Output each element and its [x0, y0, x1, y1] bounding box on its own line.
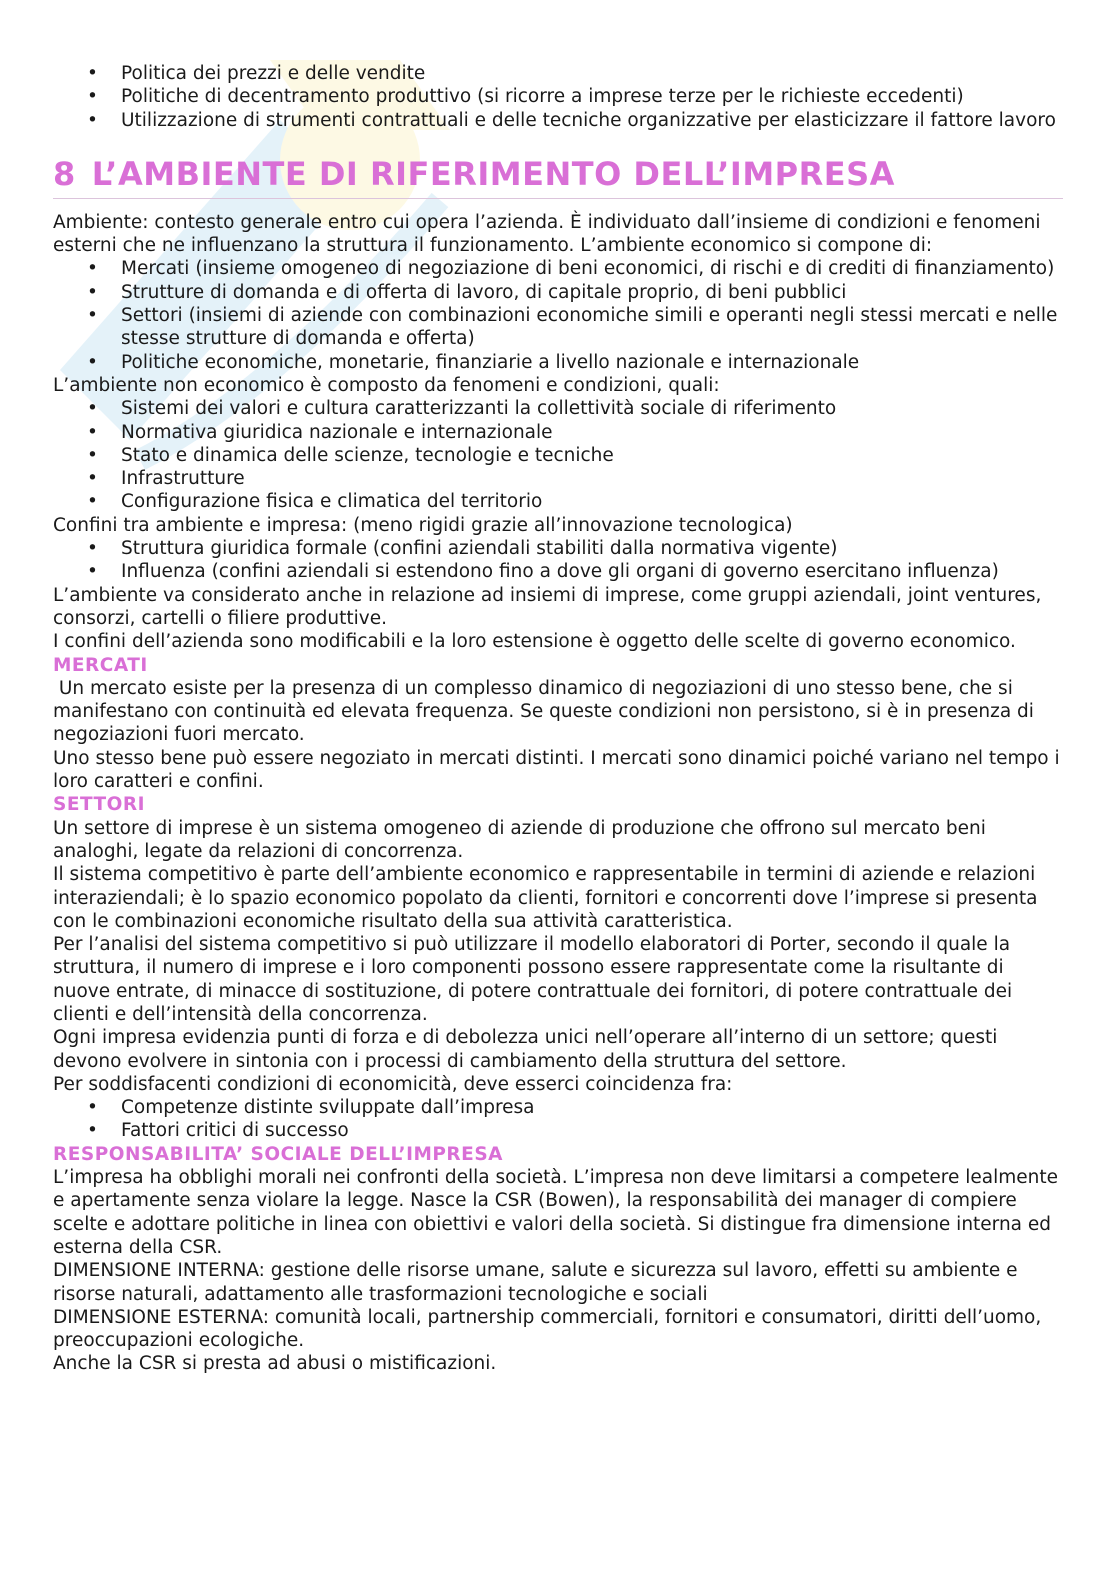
list-item: • Politiche di decentramento produttivo (si ricorre a imprese terze per le richieste eccedenti)	[53, 85, 1063, 108]
subheading-settori: SETTORI	[53, 794, 145, 816]
paragraph: L’impresa ha obblighi morali nei confronti della società. L’impresa non deve limitarsi a competere lealmente e apertamente senza violare la legge. Nasce la CSR (Bowen), la responsabilità dei manager di compiere scelte e adottare politiche in linea con obiettivi e valori della società. Si distingue fra dimensione interna ed esterna della CSR.	[53, 1167, 1059, 1258]
ambiente-economico-list	[53, 257, 1063, 373]
document-page	[53, 62, 1063, 1376]
list-item: • Utilizzazione di strumenti contrattuali e delle tecniche organizzative per elasticizzare il fattore lavoro	[53, 109, 1063, 132]
ambiente-intro: Ambiente: contesto generale entro cui opera l’azienda. È individuato dall’insieme di condizioni e fenomeni esterni che ne influenzano la struttura il funzionamento. L’ambiente economico si compone di:	[53, 211, 1041, 257]
list-item: • Competenze distinte sviluppate dall’impresa	[53, 1096, 1063, 1119]
paragraph: Il sistema competitivo è parte dell’ambiente economico e rappresentabile in termini di aziende e relazioni interaziendali; è lo spazio economico popolato da clienti, fornitori e concorrenti dove l’imprese si presenta con le combinazioni economiche risultato della sua attività caratteristica.	[53, 864, 1038, 932]
list-item: • Normativa giuridica nazionale e internazionale	[53, 421, 1063, 444]
section-number: 8	[53, 154, 76, 193]
subheading-mercati: MERCATI	[53, 654, 148, 676]
paragraph: I confini dell’azienda sono modificabili e la loro estensione è oggetto delle scelte di governo economico.	[53, 631, 1016, 653]
paragraph: Ogni impresa evidenzia punti di forza e di debolezza unici nell’operare all’interno di un settore; questi devono evolvere in sintonia con i processi di cambiamento della struttura del settore.	[53, 1027, 998, 1072]
list-item: • Influenza (confini aziendali si estendono fino a dove gli organi di governo esercitano influenza)	[53, 560, 1063, 583]
list-item: • Mercati (insieme omogeneo di negoziazione di beni economici, di rischi e di crediti di finanziamento)	[53, 257, 1063, 280]
subheading-csr: RESPONSABILITA’ SOCIALE DELL’IMPRESA	[53, 1143, 503, 1165]
settori-list	[53, 1096, 1063, 1143]
list-item: • Strutture di domanda e di offerta di lavoro, di capitale proprio, di beni pubblici	[53, 281, 1063, 304]
list-item: • Struttura giuridica formale (confini aziendali stabiliti dalla normativa vigente)	[53, 537, 1063, 560]
paragraph: DIMENSIONE ESTERNA: comunità locali, partnership commerciali, fornitori e consumatori, diritti dell’uomo, preoccupazioni ecologiche.	[53, 1306, 1042, 1352]
paragraph: Un mercato esiste per la presenza di un complesso dinamico di negoziazioni di uno stesso bene, che si manifestano con continuità ed elevata frequenza. Se queste condizioni non persistono, si è in presenza di negoziazioni fuori mercato.	[53, 677, 1040, 746]
list-item: • Fattori critici di successo	[53, 1119, 1063, 1142]
section-heading	[53, 154, 1063, 199]
non-economico-intro: L’ambiente non economico è composto da fenomeni e condizioni, quali:	[53, 374, 720, 396]
section-title: L’AMBIENTE DI RIFERIMENTO DELL’IMPRESA	[91, 154, 895, 193]
paragraph: L’ambiente va considerato anche in relazione ad insiemi di imprese, come gruppi aziendali, joint ventures, consorzi, cartelli o filiere produttive.	[53, 584, 1042, 629]
paragraph: DIMENSIONE INTERNA: gestione delle risorse umane, salute e sicurezza sul lavoro, effetti su ambiente e risorse naturali, adattamento alle trasformazioni tecnologiche e sociali	[53, 1260, 1018, 1305]
list-item: • Politiche economiche, monetarie, finanziarie a livello nazionale e internazionale	[53, 351, 1063, 374]
confini-list	[53, 537, 1063, 584]
list-item: • Sistemi dei valori e cultura caratterizzanti la collettività sociale di riferimento	[53, 397, 1063, 420]
list-item: • Politica dei prezzi e delle vendite	[53, 62, 1063, 85]
list-item: • Configurazione fisica e climatica del territorio	[53, 490, 1063, 513]
paragraph: Anche la CSR si presta ad abusi o mistificazioni.	[53, 1353, 497, 1375]
paragraph: Per l’analisi del sistema competitivo si può utilizzare il modello elaboratori di Porter, secondo il quale la struttura, il numero di imprese e i loro componenti possono essere rappresentate come la risultante di nuove entrate, di minacce di sostituzione, di potere contrattuale dei fornitori, di potere contrattuale dei clienti e dell’intensità della concorrenza.	[53, 934, 1013, 1025]
confini-intro: Confini tra ambiente e impresa: (meno rigidi grazie all’innovazione tecnologica)	[53, 514, 793, 536]
intro-bullet-list	[53, 62, 1063, 132]
list-item: • Settori (insiemi di aziende con combinazioni economiche simili e operanti negli stessi mercati e nelle stesse strutture di domanda e offerta)	[53, 304, 1063, 351]
ambiente-non-economico-list	[53, 397, 1063, 513]
paragraph: Un settore di imprese è un sistema omogeneo di aziende di produzione che offrono sul mercato beni analoghi, legate da relazioni di concorrenza.	[53, 817, 986, 862]
paragraph: Uno stesso bene può essere negoziato in mercati distinti. I mercati sono dinamici poiché variano nel tempo i loro caratteri e confini.	[53, 747, 1060, 793]
paragraph: Per soddisfacenti condizioni di economicità, deve esserci coincidenza fra:	[53, 1073, 733, 1095]
list-item: • Infrastrutture	[53, 467, 1063, 490]
list-item: • Stato e dinamica delle scienze, tecnologie e tecniche	[53, 444, 1063, 467]
